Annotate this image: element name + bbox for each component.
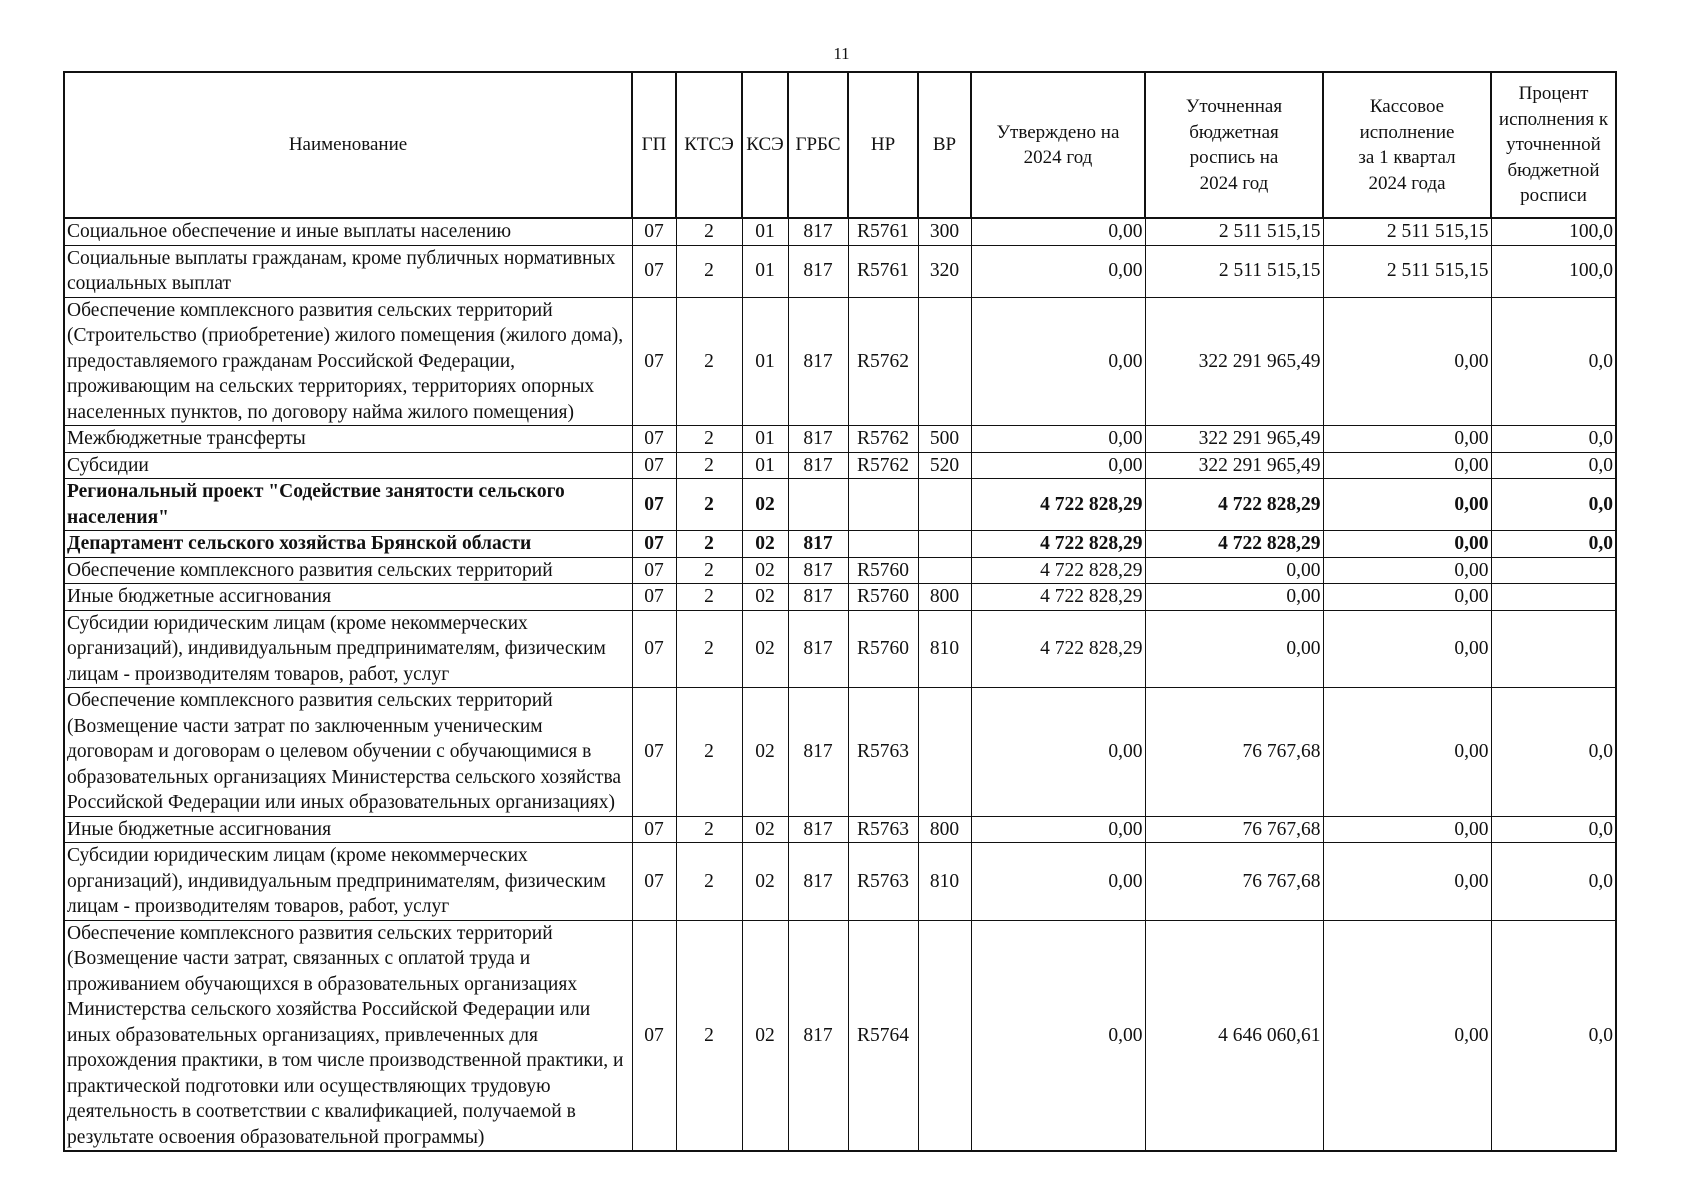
row-percent-cell: 0,0 [1491,297,1616,426]
row-kse-cell: 02 [742,610,788,688]
table-row [64,297,1616,426]
row-name-cell: Департамент сельского хозяйства Брянской области [64,531,632,558]
col-header-nr: НР [848,72,918,218]
col-header-refined: Уточненная бюджетная роспись на 2024 год [1145,72,1323,218]
row-cash-cell: 0,00 [1323,297,1491,426]
page-number: 11 [833,44,850,63]
row-kse-cell: 02 [742,843,788,921]
row-gp-cell: 07 [632,479,676,531]
row-percent-cell: 0,0 [1491,531,1616,558]
row-refined-cell: 322 291 965,49 [1145,426,1323,453]
row-ktse-cell: 2 [676,218,742,245]
row-gp-cell: 07 [632,843,676,921]
col-header-percent: Процент исполнения к уточненной бюджетной росписи [1491,72,1616,218]
row-grbs-cell [788,479,848,531]
row-vr-cell: 300 [918,218,971,245]
row-approved-cell: 4 722 828,29 [971,584,1145,611]
row-vr-cell: 500 [918,426,971,453]
row-kse-cell: 02 [742,531,788,558]
row-refined-cell: 76 767,68 [1145,816,1323,843]
row-cash-cell: 0,00 [1323,816,1491,843]
row-refined-cell: 0,00 [1145,610,1323,688]
row-nr-cell: R5763 [848,816,918,843]
row-approved-cell: 0,00 [971,920,1145,1151]
row-ktse-cell: 2 [676,426,742,453]
row-vr-cell [918,557,971,584]
row-vr-cell: 800 [918,816,971,843]
row-approved-cell: 0,00 [971,218,1145,245]
row-nr-cell: R5760 [848,584,918,611]
table-row [64,688,1616,817]
col-header-grbs: ГРБС [788,72,848,218]
table-row [64,584,1616,611]
row-gp-cell: 07 [632,297,676,426]
row-ktse-cell: 2 [676,584,742,611]
row-percent-cell [1491,584,1616,611]
row-percent-cell: 100,0 [1491,245,1616,297]
row-refined-cell: 2 511 515,15 [1145,245,1323,297]
row-kse-cell: 02 [742,920,788,1151]
row-approved-cell: 0,00 [971,452,1145,479]
row-name-cell: Межбюджетные трансферты [64,426,632,453]
col-header-ktse: КТСЭ [676,72,742,218]
row-kse-cell: 01 [742,452,788,479]
table-row [64,479,1616,531]
header-row [64,72,1616,218]
row-percent-cell: 0,0 [1491,843,1616,921]
row-gp-cell: 07 [632,557,676,584]
row-name-cell: Субсидии [64,452,632,479]
row-nr-cell: R5761 [848,218,918,245]
row-gp-cell: 07 [632,218,676,245]
row-vr-cell [918,531,971,558]
row-percent-cell [1491,557,1616,584]
row-kse-cell: 02 [742,584,788,611]
row-cash-cell: 0,00 [1323,531,1491,558]
row-refined-cell: 4 722 828,29 [1145,531,1323,558]
row-nr-cell: R5763 [848,688,918,817]
row-ktse-cell: 2 [676,479,742,531]
row-approved-cell: 4 722 828,29 [971,557,1145,584]
row-vr-cell [918,479,971,531]
row-vr-cell: 810 [918,610,971,688]
row-vr-cell [918,297,971,426]
row-ktse-cell: 2 [676,610,742,688]
table-row [64,843,1616,921]
row-cash-cell: 0,00 [1323,610,1491,688]
col-header-cash: Кассовое исполнение за 1 квартал 2024 года [1323,72,1491,218]
row-nr-cell: R5760 [848,610,918,688]
row-nr-cell: R5761 [848,245,918,297]
row-cash-cell: 2 511 515,15 [1323,218,1491,245]
row-cash-cell: 0,00 [1323,452,1491,479]
row-approved-cell: 4 722 828,29 [971,479,1145,531]
row-cash-cell: 0,00 [1323,843,1491,921]
row-kse-cell: 02 [742,479,788,531]
row-nr-cell [848,531,918,558]
row-refined-cell: 0,00 [1145,557,1323,584]
row-name-cell: Иные бюджетные ассигнования [64,584,632,611]
table-row [64,452,1616,479]
row-nr-cell: R5764 [848,920,918,1151]
row-percent-cell: 0,0 [1491,452,1616,479]
row-gp-cell: 07 [632,816,676,843]
row-ktse-cell: 2 [676,557,742,584]
row-nr-cell: R5760 [848,557,918,584]
col-header-vr: ВР [918,72,971,218]
row-grbs-cell: 817 [788,452,848,479]
row-percent-cell: 0,0 [1491,920,1616,1151]
row-grbs-cell: 817 [788,531,848,558]
row-name-cell: Обеспечение комплексного развития сельских территорий (Строительство (приобретение) жилого помещения (жилого дома), предоставляемого гражданам Российской Федерации, проживающим на сельских территориях, территориях опорных населенных пунктов, по договору найма жилого помещения) [64,297,632,426]
row-ktse-cell: 2 [676,531,742,558]
row-gp-cell: 07 [632,688,676,817]
table-row [64,816,1616,843]
row-cash-cell: 2 511 515,15 [1323,245,1491,297]
row-percent-cell: 0,0 [1491,816,1616,843]
row-approved-cell: 0,00 [971,843,1145,921]
row-kse-cell: 02 [742,688,788,817]
row-grbs-cell: 817 [788,426,848,453]
row-percent-cell [1491,610,1616,688]
row-vr-cell [918,688,971,817]
row-ktse-cell: 2 [676,245,742,297]
row-percent-cell: 100,0 [1491,218,1616,245]
table-row [64,426,1616,453]
row-vr-cell: 520 [918,452,971,479]
row-grbs-cell: 817 [788,816,848,843]
row-grbs-cell: 817 [788,610,848,688]
row-ktse-cell: 2 [676,816,742,843]
row-cash-cell: 0,00 [1323,479,1491,531]
row-ktse-cell: 2 [676,688,742,817]
row-ktse-cell: 2 [676,297,742,426]
row-vr-cell: 800 [918,584,971,611]
row-approved-cell: 4 722 828,29 [971,531,1145,558]
row-kse-cell: 01 [742,426,788,453]
row-nr-cell: R5762 [848,426,918,453]
row-nr-cell: R5762 [848,297,918,426]
row-refined-cell: 76 767,68 [1145,688,1323,817]
row-name-cell: Субсидии юридическим лицам (кроме некоммерческих организаций), индивидуальным предпринимателям, физическим лицам - производителям товаров, работ, услуг [64,610,632,688]
row-name-cell: Обеспечение комплексного развития сельских территорий (Возмещение части затрат, связанных с оплатой труда и проживанием обучающихся в образовательных организациях Министерства сельского хозяйства Российской Федерации или иных образовательных организациях, привлеченных для прохождения практики, в том числе производственной практики, и практической подготовки или осуществляющих трудовую деятельность в соответствии с квалификацией, получаемой в результате освоения образовательной программы) [64,920,632,1151]
row-grbs-cell: 817 [788,688,848,817]
row-gp-cell: 07 [632,426,676,453]
row-percent-cell: 0,0 [1491,479,1616,531]
row-name-cell: Обеспечение комплексного развития сельских территорий [64,557,632,584]
row-name-cell: Социальные выплаты гражданам, кроме публичных нормативных социальных выплат [64,245,632,297]
table-body [64,218,1616,1151]
row-approved-cell: 4 722 828,29 [971,610,1145,688]
row-cash-cell: 0,00 [1323,426,1491,453]
row-grbs-cell: 817 [788,843,848,921]
row-refined-cell: 4 646 060,61 [1145,920,1323,1151]
row-name-cell: Обеспечение комплексного развития сельских территорий (Возмещение части затрат по заключенным ученическим договорам и договорам о целевом обучении с обучающимися в образовательных организациях Министерства сельского хозяйства Российской Федерации или иных образовательных организациях) [64,688,632,817]
row-percent-cell: 0,0 [1491,426,1616,453]
row-kse-cell: 02 [742,557,788,584]
table-row [64,245,1616,297]
row-name-cell: Субсидии юридическим лицам (кроме некоммерческих организаций), индивидуальным предпринимателям, физическим лицам - производителям товаров, работ, услуг [64,843,632,921]
row-approved-cell: 0,00 [971,688,1145,817]
row-vr-cell: 810 [918,843,971,921]
row-kse-cell: 01 [742,218,788,245]
row-cash-cell: 0,00 [1323,920,1491,1151]
row-percent-cell: 0,0 [1491,688,1616,817]
row-vr-cell: 320 [918,245,971,297]
row-name-cell: Социальное обеспечение и иные выплаты населению [64,218,632,245]
col-header-kse: КСЭ [742,72,788,218]
row-approved-cell: 0,00 [971,297,1145,426]
row-grbs-cell: 817 [788,557,848,584]
row-ktse-cell: 2 [676,920,742,1151]
row-grbs-cell: 817 [788,584,848,611]
row-gp-cell: 07 [632,531,676,558]
table-row [64,531,1616,558]
row-vr-cell [918,920,971,1151]
row-gp-cell: 07 [632,245,676,297]
row-gp-cell: 07 [632,584,676,611]
row-ktse-cell: 2 [676,843,742,921]
row-grbs-cell: 817 [788,920,848,1151]
table-row [64,218,1616,245]
row-cash-cell: 0,00 [1323,557,1491,584]
row-grbs-cell: 817 [788,245,848,297]
row-refined-cell: 2 511 515,15 [1145,218,1323,245]
table-row [64,920,1616,1151]
row-grbs-cell: 817 [788,297,848,426]
table-row [64,557,1616,584]
row-name-cell: Региональный проект "Содействие занятости сельского населения" [64,479,632,531]
table-row [64,610,1616,688]
row-name-cell: Иные бюджетные ассигнования [64,816,632,843]
col-header-name: Наименование [64,72,632,218]
row-ktse-cell: 2 [676,452,742,479]
row-grbs-cell: 817 [788,218,848,245]
row-refined-cell: 0,00 [1145,584,1323,611]
row-approved-cell: 0,00 [971,816,1145,843]
row-refined-cell: 322 291 965,49 [1145,452,1323,479]
row-refined-cell: 4 722 828,29 [1145,479,1323,531]
row-gp-cell: 07 [632,920,676,1151]
row-cash-cell: 0,00 [1323,688,1491,817]
row-kse-cell: 02 [742,816,788,843]
row-nr-cell: R5763 [848,843,918,921]
row-refined-cell: 322 291 965,49 [1145,297,1323,426]
row-approved-cell: 0,00 [971,245,1145,297]
row-kse-cell: 01 [742,245,788,297]
row-cash-cell: 0,00 [1323,584,1491,611]
budget-table [63,71,1617,1152]
row-approved-cell: 0,00 [971,426,1145,453]
row-gp-cell: 07 [632,452,676,479]
row-gp-cell: 07 [632,610,676,688]
col-header-approved: Утверждено на 2024 год [971,72,1145,218]
row-nr-cell: R5762 [848,452,918,479]
row-refined-cell: 76 767,68 [1145,843,1323,921]
col-header-gp: ГП [632,72,676,218]
row-kse-cell: 01 [742,297,788,426]
row-nr-cell [848,479,918,531]
